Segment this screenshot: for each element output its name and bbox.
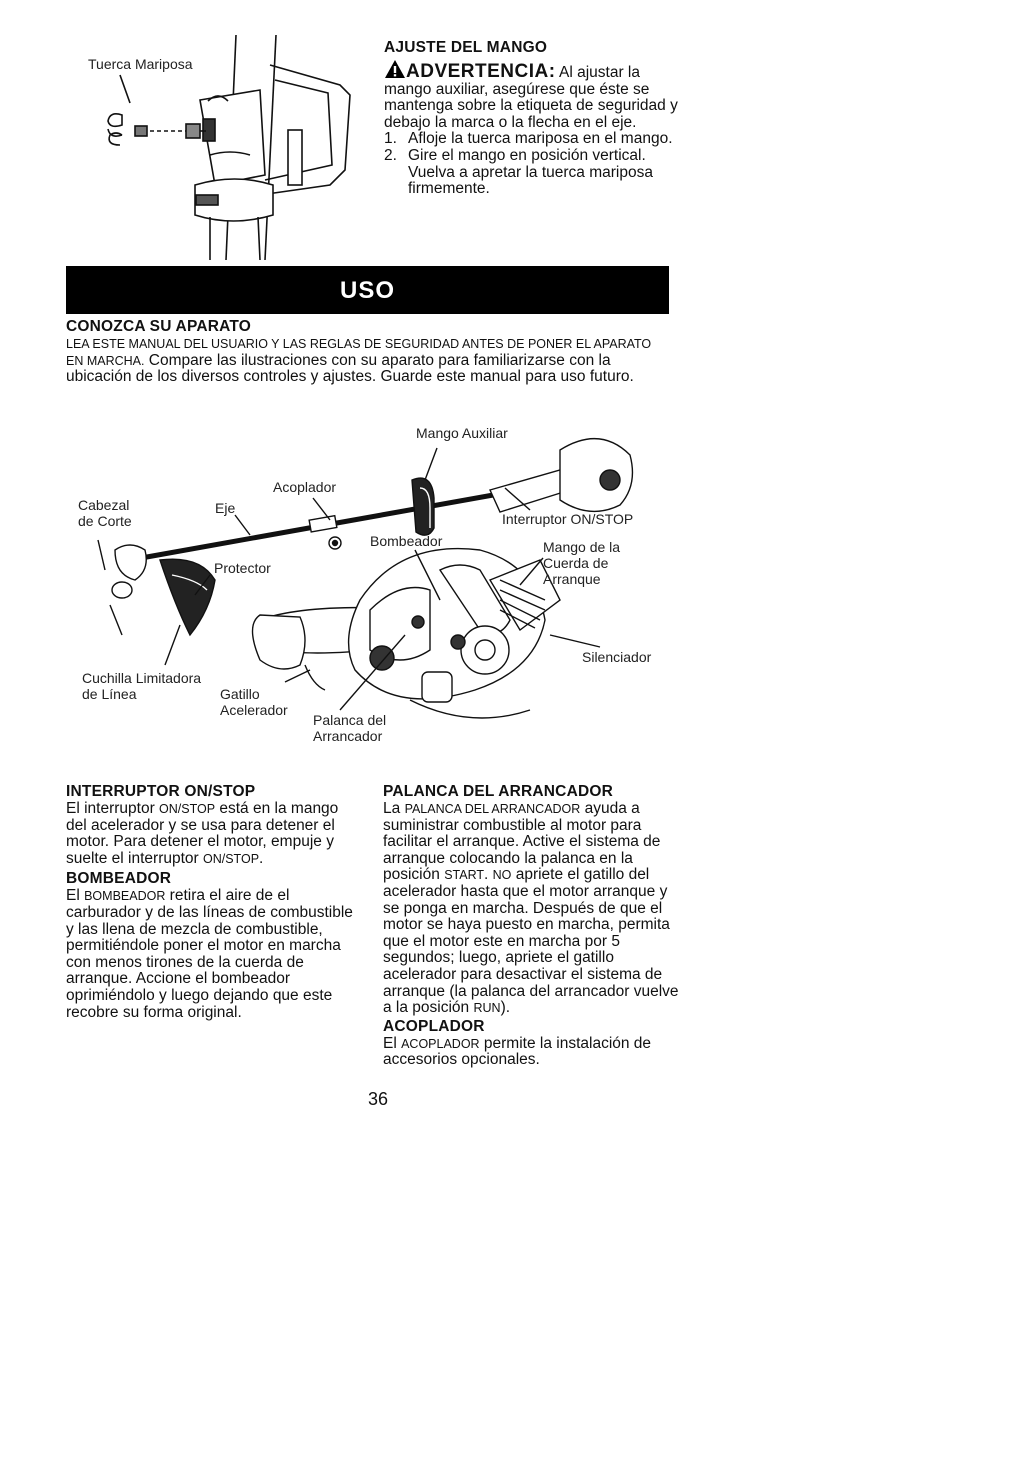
label-wing-nut: Tuerca Mariposa — [88, 56, 193, 72]
onstop-body — [66, 801, 362, 867]
bombeador-title: BOMBEADOR — [66, 870, 172, 888]
palanca-text-1: La — [383, 800, 405, 817]
palanca-text-3: . — [484, 866, 493, 884]
palanca-caps-4: RUN — [473, 1001, 501, 1016]
warning-triangle-icon — [384, 59, 406, 79]
warning-word: ADVERTENCIA: — [406, 61, 556, 82]
bombeador-body — [66, 888, 362, 1021]
bombeador-text-2: retira el aire de el carburador y de las líneas de combustible y las llena de mezcla de combustible, permitiéndole poner el motor en marcha con menos tirones de la cuerda de arranque. Accione el bombeador oprimiéndolo y luego dejando que este recobre su forma original. — [66, 887, 353, 1021]
acoplador-caps-1: ACOPLADOR — [401, 1036, 480, 1051]
left-column — [66, 783, 362, 1021]
palanca-caps-3: NO — [492, 868, 512, 883]
acoplador-text-1: El — [383, 1034, 402, 1052]
palanca-title: PALANCA DEL ARRANCADOR — [383, 783, 614, 800]
label-silenciador: Silenciador — [582, 649, 652, 665]
label-mango-auxiliar: Mango Auxiliar — [416, 425, 508, 441]
acoplador-text-2: permite la instalación de accesorios opcionales. — [383, 1034, 652, 1069]
step-text: Afloje la tuerca mariposa en el mango. — [408, 130, 673, 148]
palanca-text-2: ayuda a suministrar combustible al motor para facilitar el arranque. Active el sistema de arranque colocando la palanca en la posición — [383, 800, 661, 884]
palanca-text-5: ). — [500, 999, 511, 1017]
onstop-text-2: está en la mango del acelerador y se usa para detener el motor. Para detener el motor, empuje y suelte el interruptor — [66, 800, 339, 867]
label-mango-cuerda: Mango de la Cuerda de Arranque — [543, 539, 621, 587]
handle-adjust-figure — [60, 35, 360, 260]
onstop-caps-1: ON/STOP — [159, 802, 216, 816]
bombeador-text-1: El — [66, 887, 85, 905]
label-cabezal: Cabezal de Corte — [78, 497, 132, 529]
label-interruptor: Interruptor ON/STOP — [502, 511, 634, 527]
bombeador-caps-1: BOMBEADOR — [84, 889, 166, 904]
onstop-title: INTERRUPTOR ON/STOP — [66, 783, 256, 800]
step-item — [384, 131, 684, 148]
palanca-text-4: apriete el gatillo del acelerador hasta que el motor arranque y se ponga en marcha. Después de que el motor se haya puesto en marcha, permita que el motor este en marcha por 5 segundos; luego, apriete el gatillo acelerador para desactivar el sistema de arranque (la palanca del arrancador vuelve a la posición — [383, 866, 679, 1017]
label-acoplador: Acoplador — [273, 479, 337, 495]
warning-paragraph — [384, 59, 684, 131]
palanca-body — [383, 801, 679, 1017]
label-bombeador: Bombeador — [370, 533, 443, 549]
step-number: 1. — [384, 130, 397, 148]
warning-text: Al ajustar la mango auxiliar, asegúrese que éste se mantenga sobre la etiqueta de seguridad y debajo la marca o la flecha en el eje. — [384, 64, 678, 131]
know-title: CONOZCA SU APARATO — [66, 318, 252, 335]
palanca-caps-2: START — [444, 868, 485, 883]
know-caps-text: LEA ESTE MANUAL DEL USUARIO Y LAS REGLAS DE SEGURIDAD ANTES DE PONER EL APARATO EN MARCHA. — [66, 337, 652, 368]
handle-adjust-body — [384, 59, 684, 198]
label-gatillo: Gatillo Acelerador — [220, 686, 288, 718]
onstop-text-3: . — [259, 849, 264, 867]
label-cuchilla: Cuchilla Limitadora de Línea — [82, 670, 202, 702]
step-text: Gire el mango en posición vertical. Vuelva a apretar la tuerca mariposa firmemente. — [408, 146, 653, 198]
step-number: 2. — [384, 146, 397, 164]
page-number: 36 — [368, 1089, 389, 1109]
right-column — [383, 783, 679, 1069]
onstop-caps-2: ON/STOP — [203, 851, 260, 866]
section-banner-uso: USO — [66, 266, 669, 314]
acoplador-title: ACOPLADOR — [383, 1017, 485, 1035]
onstop-text-1: El interruptor — [66, 800, 160, 817]
step-item — [384, 148, 684, 198]
handle-adjust-title: AJUSTE DEL MANGO — [384, 39, 548, 56]
label-eje: Eje — [215, 500, 236, 516]
label-protector: Protector — [214, 560, 271, 576]
palanca-caps-1: PALANCA DEL ARRANCADOR — [404, 802, 581, 816]
know-body — [66, 336, 671, 386]
acoplador-body — [383, 1036, 679, 1069]
label-palanca: Palanca del Arrancador — [313, 712, 387, 744]
know-text: Compare las ilustraciones con su aparato para familiarizarse con la ubicación de los diversos controles y ajustes. Guarde este manual para uso futuro. — [66, 351, 634, 386]
